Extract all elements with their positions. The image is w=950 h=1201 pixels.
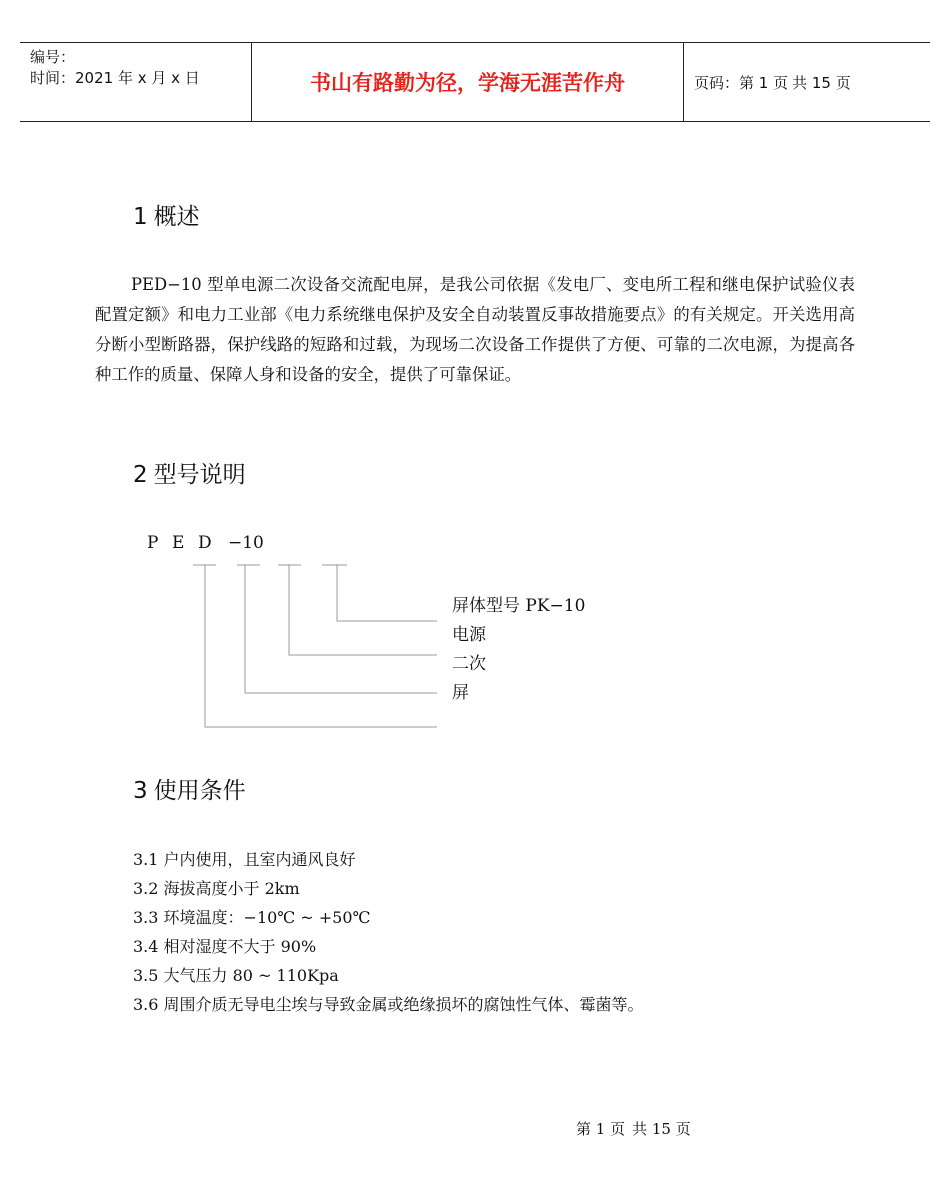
header-page-total: 共 15 页: [792, 73, 851, 92]
footer-page-total: 共 15 页: [632, 1120, 691, 1138]
model-code-letter-e: E: [172, 533, 185, 553]
condition-item: 3.1 户内使用，且室内通风良好: [133, 850, 356, 869]
header-page-number: 页码：第 1 页: [694, 73, 789, 92]
document-number-label: 编号：: [30, 48, 76, 66]
section-title-text: 使用条件: [153, 778, 246, 804]
model-code-letter-d: D: [198, 533, 212, 553]
header-motto: 书山有路勤为径，学海无涯苦作舟: [252, 43, 684, 121]
model-code-number: −10: [228, 533, 264, 553]
page-footer: [576, 1118, 698, 1139]
condition-item: 3.3 环境温度：−10℃ ~ +50℃: [133, 908, 371, 927]
model-label-panel-type: 屏体型号 PK−10: [452, 596, 586, 616]
overview-paragraph: PED−10 型单电源二次设备交流配电屏，是我公司依据《发电厂、变电所工程和继电保护试验仪表配置定额》和电力工业部《电力系统继电保护及安全自动装置反事故措施要点》的有关规定。开关选用高分断小型断路器，保护线路的短路和过载，为现场二次设备工作提供了方便、可靠的二次电源，为提高各种工作的质量、保障人身和设备的安全，提供了可靠保证。: [95, 275, 855, 384]
section-number: 3: [133, 778, 148, 804]
section-number: 2: [133, 462, 148, 488]
section-title-text: 型号说明: [153, 462, 246, 488]
model-label-secondary: 二次: [452, 654, 486, 674]
section-number: 1: [133, 204, 148, 230]
condition-item: 3.6 周围介质无导电尘埃与导致金属或绝缘损坏的腐蚀性气体、霉菌等。: [133, 995, 644, 1014]
model-label-panel: 屏: [452, 683, 469, 703]
document-time-label: 时间：2021 年 x 月 x 日: [30, 69, 200, 87]
section-title-conditions: [133, 776, 246, 806]
footer-page-number: 第 1 页: [576, 1120, 626, 1138]
section-title-text: 概述: [153, 204, 200, 230]
condition-item: 3.2 海拔高度小于 2km: [133, 879, 300, 898]
condition-item: 3.5 大气压力 80 ~ 110Kpa: [133, 966, 339, 985]
model-code-letter-p: P: [147, 533, 159, 553]
model-label-power: 电源: [452, 625, 486, 645]
condition-item: 3.4 相对湿度不大于 90%: [133, 937, 317, 956]
